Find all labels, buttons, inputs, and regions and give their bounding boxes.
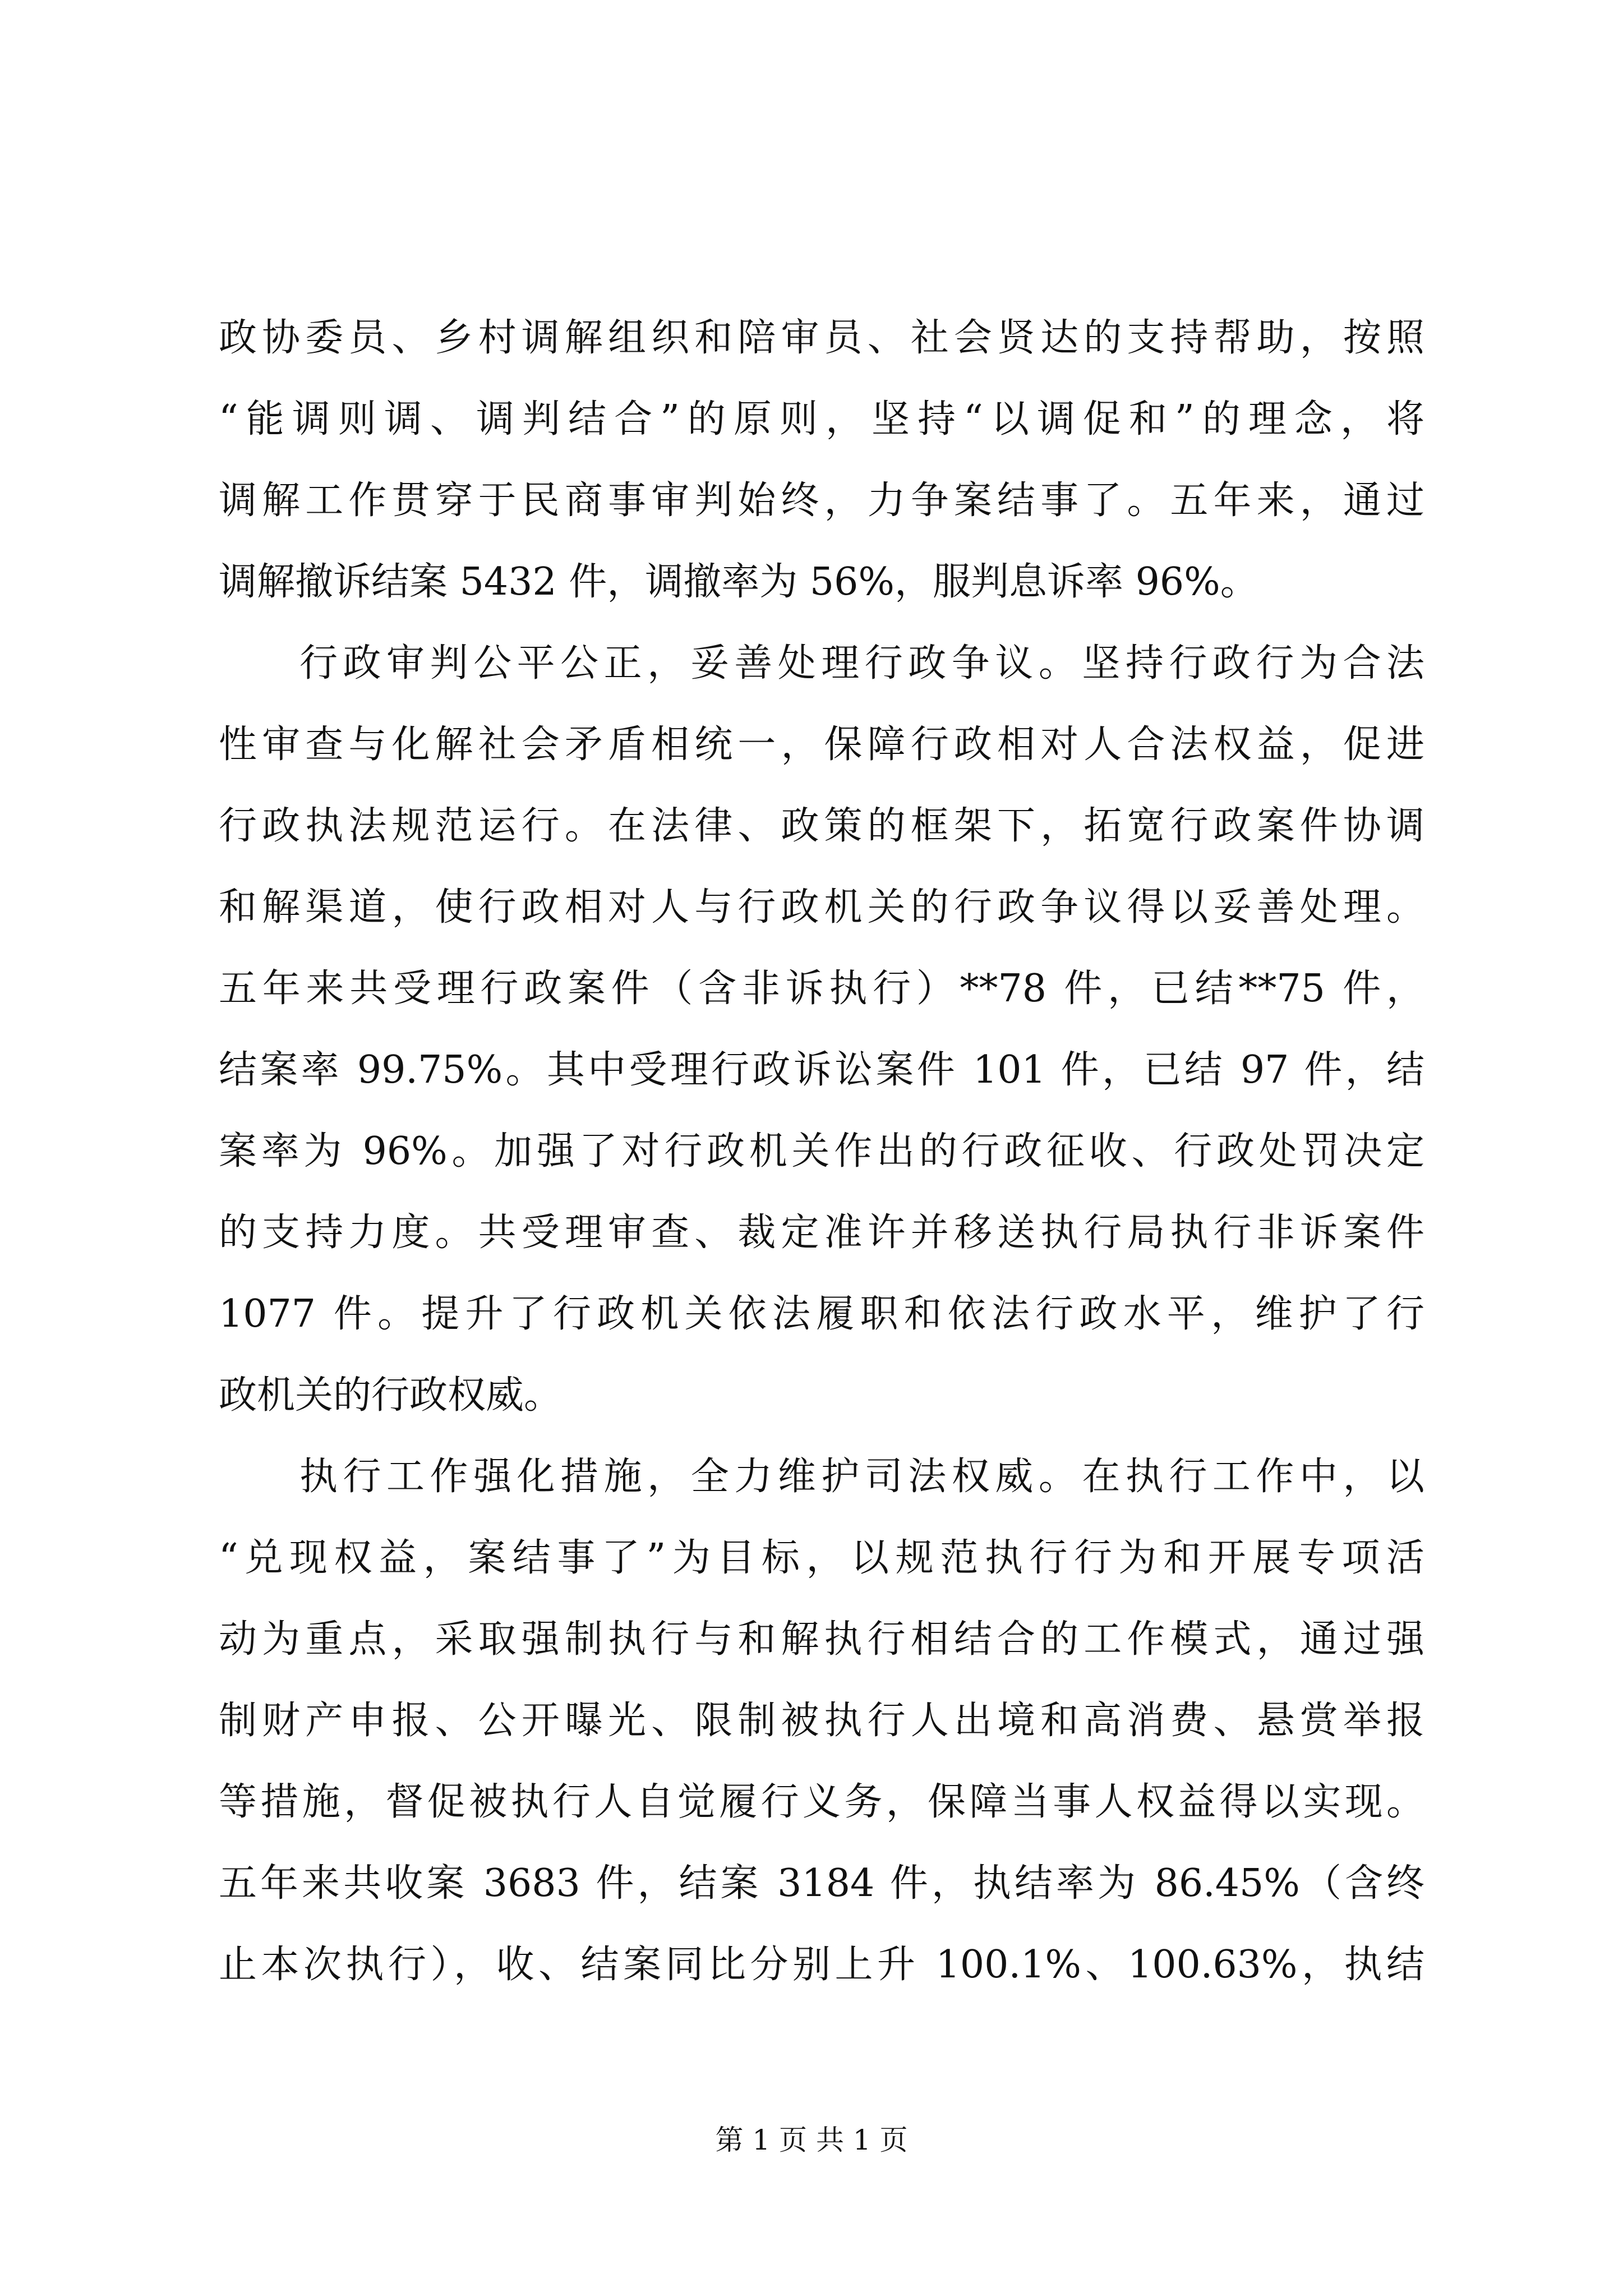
text-line: 调解工作贯穿于民商事审判始终，力争案结事了。五年来，通过 [219, 478, 1424, 523]
text-line: 和解渠道，使行政相对人与行政机关的行政争议得以妥善处理。 [219, 885, 1424, 930]
page-footer: 第 1 页 共 1 页 [715, 2124, 908, 2156]
document-body [219, 297, 1424, 2005]
text-line: “兑现权益，案结事了”为目标，以规范执行行为和开展专项活 [219, 1536, 1424, 1580]
text-line: 性审查与化解社会矛盾相统一，保障行政相对人合法权益，促进 [219, 723, 1424, 767]
text-line: 1077 件。提升了行政机关依法履职和依法行政水平，维护了行 [219, 1292, 1424, 1336]
text-line: 政机关的行政权威。 [219, 1373, 562, 1418]
text-line: 止本次执行），收、结案同比分别上升 100.1%、100.63%，执结 [219, 1943, 1424, 1987]
text-line: 调解撤诉结案 5432 件，调撤率为 56%，服判息诉率 96%。 [219, 560, 1258, 604]
text-line: 等措施，督促被执行人自觉履行义务，保障当事人权益得以实现。 [219, 1780, 1424, 1824]
text-line: 五年来共收案 3683 件，结案 3184 件，执结率为 86.45%（含终 [219, 1861, 1424, 1906]
text-line: “能调则调、调判结合”的原则，坚持“以调促和”的理念，将 [219, 397, 1424, 441]
paragraph-start-line: 执行工作强化措施，全力维护司法权威。在执行工作中，以 [299, 1455, 1424, 1499]
text-line: 行政执法规范运行。在法律、政策的框架下，拓宽行政案件协调 [219, 804, 1424, 848]
text-line: 结案率 99.75%。其中受理行政诉讼案件 101 件，已结 97 件，结 [219, 1048, 1424, 1092]
text-line: 制财产申报、公开曝光、限制被执行人出境和高消费、悬赏举报 [219, 1699, 1424, 1743]
paragraph-start-line: 行政审判公平公正，妥善处理行政争议。坚持行政行为合法 [299, 641, 1424, 685]
text-line: 案率为 96%。加强了对行政机关作出的行政征收、行政处罚决定 [219, 1129, 1424, 1174]
text-line: 的支持力度。共受理审查、裁定准许并移送执行局执行非诉案件 [219, 1211, 1424, 1255]
text-line: 动为重点，采取强制执行与和解执行相结合的工作模式，通过强 [219, 1617, 1424, 1662]
text-line: 政协委员、乡村调解组织和陪审员、社会贤达的支持帮助，按照 [219, 316, 1424, 360]
text-line: 五年来共受理行政案件（含非诉执行）**78 件，已结**75 件， [219, 967, 1424, 1011]
